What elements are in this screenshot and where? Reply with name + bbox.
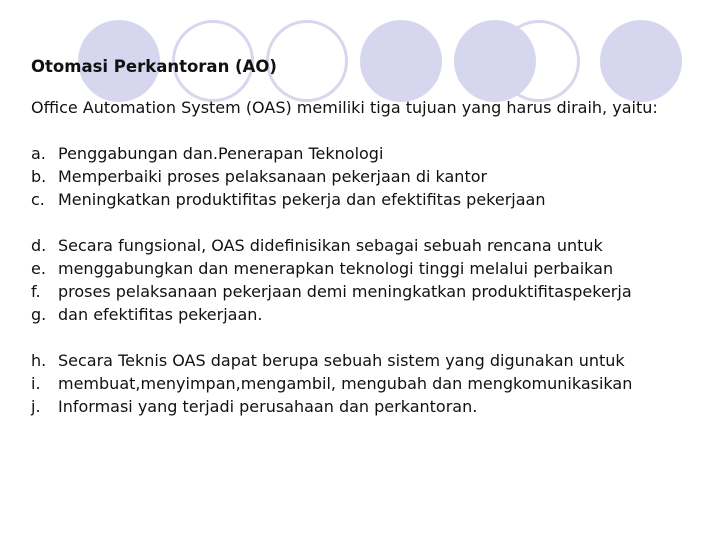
list-item (31, 280, 711, 303)
list-item-text: membuat,menyimpan,mengambil, mengubah dan mengkomunikasikan (58, 374, 633, 393)
list-marker: c. (31, 190, 45, 209)
list-item-text: Secara fungsional, OAS didefinisikan sebagai sebuah rencana untuk (58, 236, 603, 255)
list-marker: g. (31, 305, 47, 324)
slide-title: Otomasi Perkantoran (AO) (31, 57, 277, 76)
list-marker: d. (31, 236, 47, 255)
list-item-text: Penggabungan dan.Penerapan Teknologi (58, 144, 384, 163)
list-item (31, 188, 711, 211)
functional-definition-list (31, 234, 711, 326)
list-item (31, 142, 711, 165)
list-item-text: menggabungkan dan menerapkan teknologi tinggi melalui perbaikan (58, 259, 614, 278)
list-item (31, 303, 711, 326)
list-item (31, 165, 711, 188)
list-item-text: Informasi yang terjadi perusahaan dan perkantoran. (58, 397, 478, 416)
list-item-text: Secara Teknis OAS dapat berupa sebuah sistem yang digunakan untuk (58, 351, 625, 370)
list-marker: j. (31, 397, 41, 416)
list-marker: b. (31, 167, 47, 186)
list-marker: e. (31, 259, 46, 278)
list-item (31, 349, 711, 372)
list-item (31, 395, 711, 418)
list-item-text: dan efektifitas pekerjaan. (58, 305, 263, 324)
list-item (31, 234, 711, 257)
objectives-list (31, 142, 711, 211)
list-marker: h. (31, 351, 47, 370)
list-item (31, 372, 711, 395)
list-marker: f. (31, 282, 41, 301)
technical-definition-list (31, 349, 711, 418)
list-marker: i. (31, 374, 41, 393)
slide-content (31, 55, 711, 441)
list-item-text: Memperbaiki proses pelaksanaan pekerjaan di kantor (58, 167, 488, 186)
list-item-text: proses pelaksanaan pekerjaan demi meningkatkan produktifitaspekerja (58, 282, 632, 301)
list-marker: a. (31, 144, 46, 163)
intro-paragraph: Office Automation System (OAS) memiliki tiga tujuan yang harus diraih, yaitu: (31, 98, 658, 117)
list-item-text: Meningkatkan produktifitas pekerja dan efektifitas pekerjaan (58, 190, 546, 209)
list-item (31, 257, 711, 280)
